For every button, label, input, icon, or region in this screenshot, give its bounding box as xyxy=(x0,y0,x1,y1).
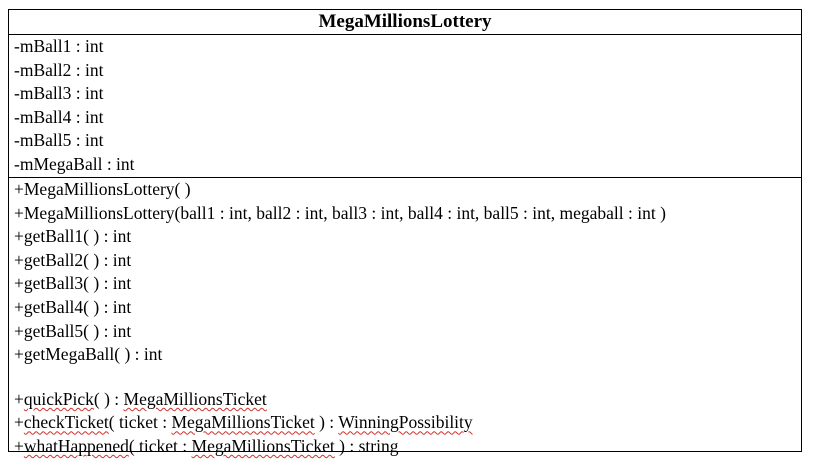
method: +getMegaBall( ) : int xyxy=(14,344,163,365)
method-params: ( ticket : xyxy=(108,412,172,433)
method-quickpick xyxy=(14,388,801,412)
attribute: -mMegaBall : int xyxy=(14,153,135,174)
methods-compartment xyxy=(9,178,801,459)
method: +getBall3( ) : int xyxy=(14,273,132,294)
method: +getBall1( ) : int xyxy=(14,226,132,247)
method-params: ( ticket : xyxy=(128,435,192,456)
method: +MegaMillionsLottery( ) xyxy=(14,179,191,199)
visibility-marker: + xyxy=(14,412,24,433)
param-type: MegaMillionsTicket xyxy=(171,412,315,433)
attribute: -mBall2 : int xyxy=(14,59,104,80)
class-name: MegaMillionsLottery xyxy=(9,10,801,35)
method-name: quickPick xyxy=(23,388,94,409)
attribute: -mBall3 : int xyxy=(14,83,104,104)
uml-class-box xyxy=(8,9,802,456)
visibility-marker: + xyxy=(14,435,24,456)
method: +getBall2( ) : int xyxy=(14,249,132,270)
attribute: -mBall5 : int xyxy=(14,130,104,151)
method-params-close: ) : string xyxy=(334,435,399,456)
attributes-compartment xyxy=(9,35,801,178)
method-checkticket xyxy=(14,411,801,435)
method-name: whatHappened xyxy=(23,435,129,456)
method: +getBall5( ) : int xyxy=(14,320,132,341)
method-whathappened xyxy=(14,435,801,459)
blank-line xyxy=(14,367,801,388)
method: +getBall4( ) : int xyxy=(14,296,132,317)
visibility-marker: + xyxy=(14,388,24,409)
method-params: ( ) : xyxy=(93,388,124,409)
return-type: MegaMillionsTicket xyxy=(123,388,267,409)
method: +MegaMillionsLottery(ball1 : int, ball2 : int, ball3 : int, ball4 : int, ball5 : int, megaball : int ) xyxy=(14,202,666,223)
method-name: checkTicket xyxy=(23,412,109,433)
method-params-close: ) : xyxy=(314,412,339,433)
param-type: MegaMillionsTicket xyxy=(191,435,335,456)
return-type: WinningPossibility xyxy=(338,412,473,433)
attribute: -mBall1 : int xyxy=(14,36,104,56)
attribute: -mBall4 : int xyxy=(14,106,104,127)
